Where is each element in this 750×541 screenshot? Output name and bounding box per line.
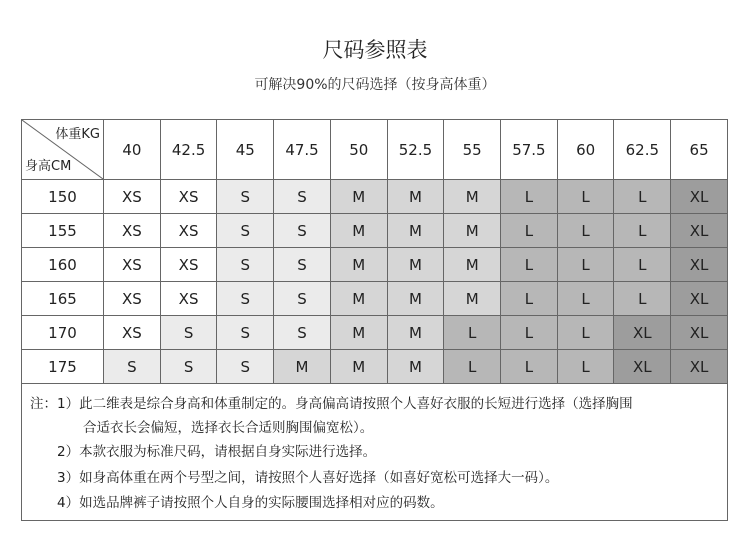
chart-title: 尺码参照表 [322,38,428,62]
weight-header-cell: 45 [217,120,274,180]
size-cell: M [387,350,444,384]
size-cell: M [330,282,387,316]
height-cell: 170 [22,316,104,350]
weight-header-cell: 65 [671,120,728,180]
weight-header-cell: 62.5 [614,120,671,180]
height-cell: 160 [22,248,104,282]
size-cell: M [444,214,501,248]
size-cell: L [557,180,614,214]
size-cell: L [557,350,614,384]
size-cell: L [557,248,614,282]
size-cell: S [217,316,274,350]
size-cell: M [330,248,387,282]
weight-header-cell: 52.5 [387,120,444,180]
size-cell: M [444,180,501,214]
table-row [22,350,728,384]
size-cell: XL [671,282,728,316]
weight-header-row [22,120,728,180]
size-cell: M [330,350,387,384]
size-cell: XL [671,350,728,384]
size-cell: XS [160,248,217,282]
size-cell: XS [104,248,161,282]
size-cell: XS [104,282,161,316]
size-cell: L [614,214,671,248]
size-cell: L [444,350,501,384]
size-cell: S [274,316,331,350]
height-axis-label: 身高CM [25,159,72,174]
size-cell: M [330,180,387,214]
size-cell: S [217,248,274,282]
size-cell: M [387,214,444,248]
size-cell: XL [671,316,728,350]
weight-header-cell: 42.5 [160,120,217,180]
size-cell: XL [614,316,671,350]
size-cell: XL [671,180,728,214]
size-cell: S [217,214,274,248]
size-cell: L [501,248,558,282]
size-cell: S [274,180,331,214]
size-cell: S [217,350,274,384]
table-row [22,316,728,350]
size-cell: XL [671,214,728,248]
size-cell: L [614,248,671,282]
note-line-1-cont: 合适衣长会偏短，选择衣长合适则胸围偏宽松）。 [83,420,374,436]
size-cell: XS [104,316,161,350]
size-cell: XL [614,350,671,384]
size-cell: L [614,180,671,214]
size-cell: M [444,248,501,282]
size-cell: S [160,316,217,350]
table-row [22,180,728,214]
height-cell: 165 [22,282,104,316]
notes-box [21,380,728,521]
note-line-3: 3）如身高体重在两个号型之间，请按照个人喜好选择（如喜好宽松可选择大一码）。 [57,470,559,486]
weight-header-cell: 57.5 [501,120,558,180]
size-cell: M [387,180,444,214]
size-cell: L [501,180,558,214]
size-cell: L [501,316,558,350]
size-cell: M [387,316,444,350]
note-line-2: 2）本款衣服为标准尺码，请根据自身实际进行选择。 [57,444,377,460]
weight-axis-label: 体重KG [55,127,100,142]
size-cell: L [501,282,558,316]
size-cell: L [444,316,501,350]
size-table [21,119,728,384]
table-row [22,282,728,316]
weight-header-cell: 55 [444,120,501,180]
size-cell: XS [160,214,217,248]
size-cell: XS [104,180,161,214]
weight-header-cell: 50 [330,120,387,180]
size-cell: L [557,282,614,316]
size-cell: XS [160,282,217,316]
size-cell: L [557,214,614,248]
size-cell: S [160,350,217,384]
size-cell: S [104,350,161,384]
weight-header-cell: 40 [104,120,161,180]
chart-subtitle: 可解决90%的尺码选择（按身高体重） [254,77,496,93]
size-cell: M [274,350,331,384]
height-cell: 155 [22,214,104,248]
size-cell: XL [671,248,728,282]
size-cell: M [330,316,387,350]
size-cell: S [217,282,274,316]
size-cell: L [557,316,614,350]
size-cell: L [501,350,558,384]
size-cell: L [614,282,671,316]
size-cell: L [501,214,558,248]
size-cell: S [274,248,331,282]
size-cell: XS [160,180,217,214]
weight-header-cell: 47.5 [274,120,331,180]
table-row [22,214,728,248]
size-cell: M [387,248,444,282]
size-cell: S [217,180,274,214]
height-cell: 175 [22,350,104,384]
table-row [22,248,728,282]
size-cell: S [274,282,331,316]
height-cell: 150 [22,180,104,214]
size-cell: S [274,214,331,248]
size-cell: M [444,282,501,316]
corner-cell [22,120,104,180]
note-line-4: 4）如选品牌裤子请按照个人自身的实际腰围选择相对应的码数。 [57,495,444,511]
size-cell: M [387,282,444,316]
size-cell: XS [104,214,161,248]
note-line-1: 注：1）此二维表是综合身高和体重制定的。身高偏高请按照个人喜好衣服的长短进行选择（选择胸围 [30,396,633,412]
weight-header-cell: 60 [557,120,614,180]
size-cell: M [330,214,387,248]
